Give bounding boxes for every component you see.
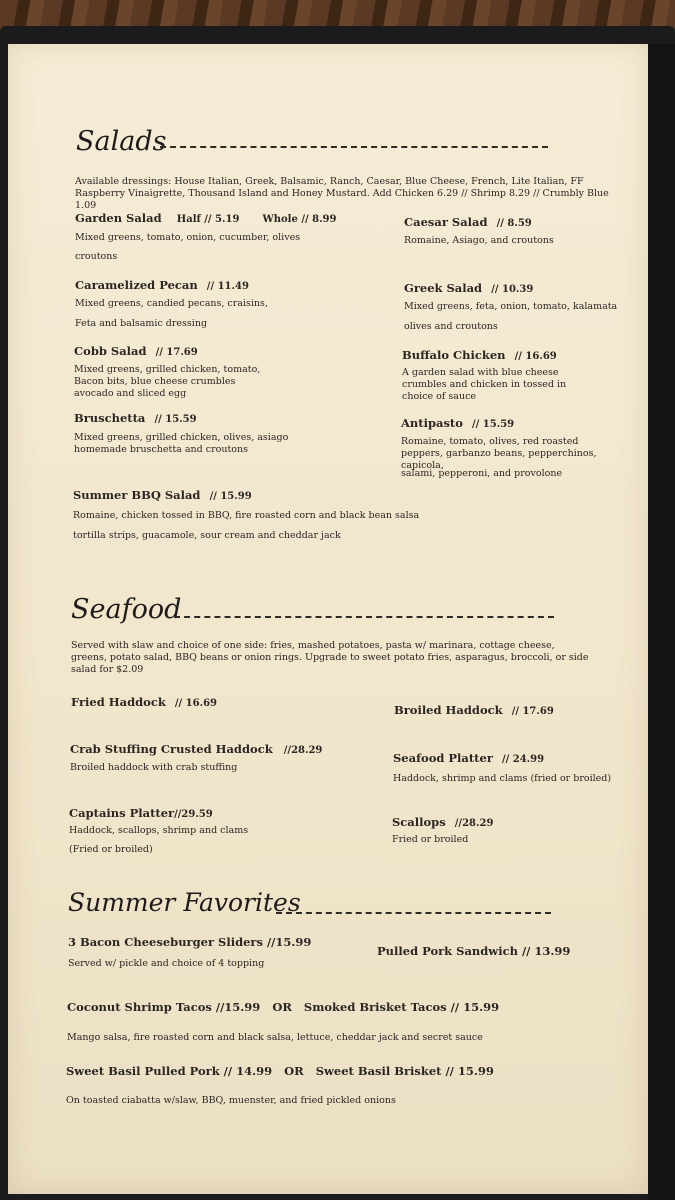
scallops-desc: Fried or broiled xyxy=(392,834,469,845)
antipasto-desc-2: salami, pepperoni, and provolone xyxy=(401,468,563,479)
summer-favorites-heading: Summer Favorites xyxy=(68,888,301,917)
item-price: //28.29 xyxy=(454,818,494,829)
item-name: Caramelized Pecan xyxy=(75,278,198,292)
item-name: Seafood Platter xyxy=(393,751,493,765)
captains-desc-1: Haddock, scallops, shrimp and clams xyxy=(69,825,249,836)
tacos-item: Coconut Shrimp Tacos //15.99 OR Smoked Brisket Tacos // 15.99 xyxy=(67,1000,500,1014)
item-price: // 17.69 xyxy=(155,347,198,358)
bbq-desc-2: tortilla strips, guacamole, sour cream and cheddar jack xyxy=(73,530,341,541)
salads-rule xyxy=(160,146,548,148)
salads-dressings-note: Available dressings: House Italian, Greek, Balsamic, Ranch, Caesar, Blue Cheese, French, Lite Italian, FF Raspberry Vinaigrette, Thousand Island and Honey Mustard. Add Chicken 6.29 // Shrimp 8.29 // Crumbly Blue 1.09 xyxy=(75,176,609,211)
scallops xyxy=(392,811,493,830)
cobb-salad xyxy=(74,340,198,359)
caesar-salad xyxy=(404,211,532,230)
item-name: Crab Stuffing Crusted Haddock xyxy=(70,742,273,756)
seafood-rule xyxy=(174,616,554,618)
captains-platter xyxy=(69,802,213,821)
bruschetta xyxy=(74,407,197,426)
pulled-pork-sandwich: Pulled Pork Sandwich // 13.99 xyxy=(377,944,571,958)
item-price: // 16.69 xyxy=(174,698,217,709)
greek-salad xyxy=(404,277,533,296)
item-price: // 17.69 xyxy=(511,706,554,717)
fried-haddock xyxy=(71,691,217,710)
item-price: // 15.99 xyxy=(209,491,252,502)
captains-desc-2: (Fried or broiled) xyxy=(69,844,153,855)
tacos-desc: Mango salsa, fire roasted corn and black salsa, lettuce, cheddar jack and secret sauce xyxy=(67,1032,483,1043)
binder-edge xyxy=(648,44,675,1200)
garden-desc-2: croutons xyxy=(75,251,118,262)
item-name: Broiled Haddock xyxy=(394,703,503,717)
seafood-platter xyxy=(393,747,544,766)
caramelized-pecan xyxy=(75,274,249,293)
summer-rule xyxy=(276,912,551,914)
item-name: Caesar Salad xyxy=(404,215,488,229)
item-price-half: Half // 5.19 xyxy=(176,214,240,225)
cobb-desc: Mixed greens, grilled chicken, tomato, Bacon bits, blue cheese crumbles avocado and sliced egg xyxy=(74,364,261,399)
item-price: // 15.59 xyxy=(154,414,197,425)
item-name: Scallops xyxy=(392,815,446,829)
item-name: Bruschetta xyxy=(74,411,146,425)
seafood-heading: Seafood xyxy=(71,594,182,625)
buffalo-chicken xyxy=(402,344,557,363)
item-price: //28.29 xyxy=(283,745,323,756)
item-name: Fried Haddock xyxy=(71,695,166,709)
item-price: // 10.39 xyxy=(491,284,534,295)
item-name: Captains Platter xyxy=(69,806,175,820)
bbq-desc-1: Romaine, chicken tossed in BBQ, fire roasted corn and black bean salsa xyxy=(73,510,420,521)
item-price: // 16.69 xyxy=(514,351,557,362)
menu-page xyxy=(8,44,648,1194)
item-price: // 11.49 xyxy=(206,281,249,292)
item-price: // 8.59 xyxy=(496,218,532,229)
caesar-desc: Romaine, Asiago, and croutons xyxy=(404,235,554,246)
pecan-desc-2: Feta and balsamic dressing xyxy=(75,318,208,329)
greek-desc-1: Mixed greens, feta, onion, tomato, kalamata xyxy=(404,301,618,312)
crab-stuffing-haddock xyxy=(70,738,322,757)
item-price: // 24.99 xyxy=(501,754,545,765)
platter-desc: Haddock, shrimp and clams (fried or broiled) xyxy=(393,773,612,784)
item-name: Summer BBQ Salad xyxy=(73,488,201,502)
salads-heading: Salads xyxy=(76,126,167,157)
buffalo-desc: A garden salad with blue cheese crumbles and chicken in tossed in choice of sauce xyxy=(402,367,567,402)
garden-salad xyxy=(75,207,336,226)
item-name: Greek Salad xyxy=(404,281,483,295)
antipasto-desc-1: Romaine, tomato, olives, red roasted peppers, garbanzo beans, pepperchinos, capicola, xyxy=(401,436,597,471)
broiled-haddock xyxy=(394,699,554,718)
item-price-whole: Whole // 8.99 xyxy=(262,214,337,225)
item-name: Buffalo Chicken xyxy=(402,348,506,362)
garden-desc-1: Mixed greens, tomato, onion, cucumber, olives xyxy=(75,232,301,243)
antipasto xyxy=(401,412,514,431)
item-name: Cobb Salad xyxy=(74,344,147,358)
item-name: Antipasto xyxy=(401,416,463,430)
item-price: //29.59 xyxy=(174,809,213,820)
summer-bbq-salad xyxy=(73,484,252,503)
greek-desc-2: olives and croutons xyxy=(404,321,498,332)
crab-desc: Broiled haddock with crab stuffing xyxy=(70,762,238,773)
bruschetta-desc: Mixed greens, grilled chicken, olives, asiago homemade bruschetta and croutons xyxy=(74,432,289,455)
basil-desc: On toasted ciabatta w/slaw, BBQ, muenster, and fried pickled onions xyxy=(66,1095,396,1106)
item-name: Garden Salad xyxy=(75,211,162,225)
pecan-desc-1: Mixed greens, candied pecans, craisins, xyxy=(75,298,268,309)
sliders-desc: Served w/ pickle and choice of 4 topping xyxy=(68,958,265,969)
sweet-basil-item: Sweet Basil Pulled Pork // 14.99 OR Sweet Basil Brisket // 15.99 xyxy=(66,1064,494,1078)
item-price: // 15.59 xyxy=(472,419,515,430)
bacon-cheeseburger-sliders: 3 Bacon Cheeseburger Sliders //15.99 xyxy=(68,935,312,949)
seafood-sides-note: Served with slaw and choice of one side: fries, mashed potatoes, pasta w/ marinara, cottage cheese, greens, potato salad, BBQ beans or onion rings. Upgrade to sweet potato fries, asparagus, broccoli, or side salad for $2.09 xyxy=(71,640,589,675)
